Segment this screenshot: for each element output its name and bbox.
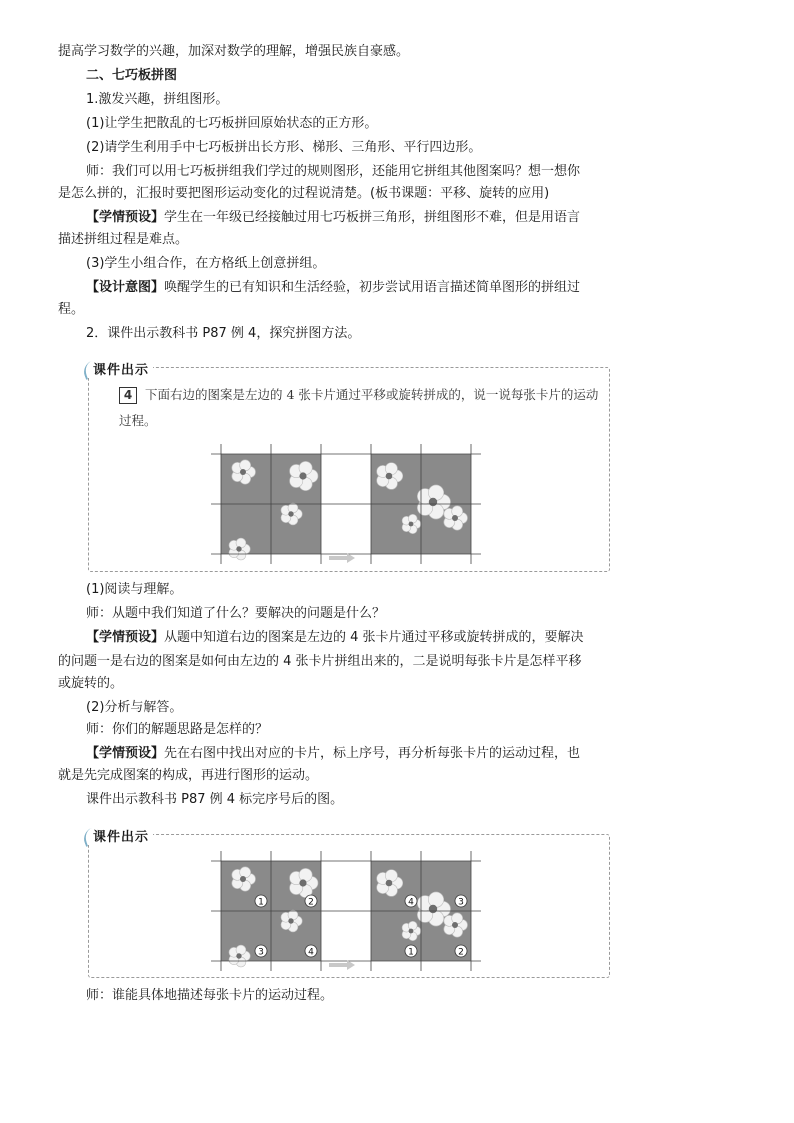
text-line: 【学情预设】先在右图中找出对应的卡片，标上序号，再分析每张卡片的运动过程，也: [86, 746, 581, 761]
flower-petal: [299, 461, 312, 474]
number-text: 4: [408, 897, 414, 908]
courseware-panel-2: [88, 830, 610, 978]
number-text: 4: [308, 947, 314, 958]
text-line: 或旋转的。: [58, 676, 124, 691]
text-line: (2)请学生利用手中七巧板拼出长方形、梯形、三角形、平行四边形。: [86, 140, 482, 155]
flower-center: [409, 522, 414, 527]
flower-petal: [299, 868, 312, 881]
flower-center: [236, 953, 241, 958]
number-text: 3: [458, 897, 464, 908]
flower-center: [429, 498, 437, 506]
panel-header: 课件出示: [85, 359, 153, 378]
card-number-label: [405, 895, 417, 908]
flower-center: [288, 918, 293, 923]
flower-petal: [428, 485, 443, 500]
flower-petal: [408, 514, 417, 523]
flower-petal: [452, 913, 463, 924]
flower-petal: [236, 945, 246, 955]
card-number-label: [405, 945, 417, 958]
flower-center: [240, 469, 246, 475]
flower-petal: [428, 892, 443, 907]
flower-petal: [240, 867, 251, 878]
arrow-shaft: [329, 556, 347, 560]
card-number-label: [255, 945, 267, 958]
flower-center: [299, 472, 306, 479]
flower-center: [288, 511, 293, 516]
flower-center: [429, 905, 437, 913]
number-text: 2: [308, 897, 314, 908]
question-number: 4: [119, 387, 137, 404]
flower-petal: [236, 538, 246, 548]
flower-petal: [288, 910, 298, 920]
flower-center: [452, 515, 458, 521]
section-heading: 二、七巧板拼图: [86, 68, 178, 83]
number-text: 3: [258, 947, 264, 958]
text-line: 师：你们的解题思路是怎样的？: [86, 722, 269, 737]
text-line: 【学情预设】学生在一年级已经接触过用七巧板拼三角形，拼组图形不难，但是用语言: [86, 210, 581, 225]
tag-xueqing: 【学情预设】: [86, 746, 165, 761]
text-line: (2)分析与解答。: [86, 700, 183, 715]
flower-petal: [240, 460, 251, 471]
card-number-label: [455, 895, 467, 908]
text-line: 课件出示教科书 P87 例 4 标完序号后的图。: [86, 792, 344, 807]
text-line: 师：谁能具体地描述每张卡片的运动过程。: [86, 988, 334, 1003]
arrow-icon: [329, 553, 355, 563]
text-line: 2．课件出示教科书 P87 例 4，探究拼图方法。: [86, 326, 361, 341]
flower-center: [299, 879, 306, 886]
puzzle-figure-numbered: [211, 851, 491, 971]
flower-petal: [452, 506, 463, 517]
number-text: 2: [458, 947, 464, 958]
text-line: 【学情预设】从题中知道右边的图案是左边的 4 张卡片通过平移或旋转拼成的，要解决: [86, 630, 584, 645]
tag-xueqing: 【学情预设】: [86, 630, 165, 645]
flower-center: [452, 922, 458, 928]
text-line: 就是先完成图案的构成，再进行图形的运动。: [58, 768, 319, 783]
text-line: 是怎么拼的，汇报时要把图形运动变化的过程说清楚。(板书课题：平移、旋转的应用): [58, 186, 550, 201]
card-number-label: [455, 945, 467, 958]
card-number-label: [255, 895, 267, 908]
panel-header: 课件出示: [85, 826, 153, 845]
tag-sheji: 【设计意图】: [86, 280, 165, 295]
text-line: (3)学生小组合作，在方格纸上创意拼组。: [86, 256, 326, 271]
tag-xueqing: 【学情预设】: [86, 210, 165, 225]
text-line: (1)阅读与理解。: [86, 582, 183, 597]
arrow-icon: [329, 960, 355, 970]
text-line: 程。: [58, 302, 85, 317]
text-line: 提高学习数学的兴趣，加深对数学的理解，增强民族自豪感。: [58, 44, 410, 59]
text-line: 师：从题中我们知道了什么？要解决的问题是什么？: [86, 606, 386, 621]
card-number-label: [305, 895, 317, 908]
arrow-head: [347, 960, 355, 970]
text-line: 的问题一是右边的图案是如何由左边的 4 张卡片拼组出来的，二是说明每张卡片是怎样平移: [58, 654, 582, 669]
flower-center: [386, 473, 393, 480]
arrow-head: [347, 553, 355, 563]
flower-center: [240, 876, 246, 882]
flower-petal: [385, 463, 397, 475]
text-line: 1.激发兴趣，拼组图形。: [86, 92, 229, 107]
flower-center: [409, 929, 414, 934]
arrow-shaft: [329, 963, 347, 967]
text-line: 描述拼组过程是难点。: [58, 232, 189, 247]
flower-petal: [408, 921, 417, 930]
question-text: 4 下面右边的图案是左边的 4 张卡片通过平移或旋转拼成的，说一说每张卡片的运动过程。: [119, 387, 599, 428]
text-line: (1)让学生把散乱的七巧板拼回原始状态的正方形。: [86, 116, 378, 131]
number-text: 1: [408, 947, 414, 958]
flower-center: [386, 880, 393, 887]
card-number-label: [305, 945, 317, 958]
text-line: 【设计意图】唤醒学生的已有知识和生活经验，初步尝试用语言描述简单图形的拼组过: [86, 280, 581, 295]
flower-petal: [288, 503, 298, 513]
number-text: 1: [258, 897, 264, 908]
text-line: 师：我们可以用七巧板拼组我们学过的规则图形，还能用它拼组其他图案吗？想一想你: [86, 164, 581, 179]
flower-petal: [385, 870, 397, 882]
courseware-panel-1: [88, 363, 610, 572]
puzzle-figure: [211, 444, 491, 564]
flower-center: [236, 546, 241, 551]
